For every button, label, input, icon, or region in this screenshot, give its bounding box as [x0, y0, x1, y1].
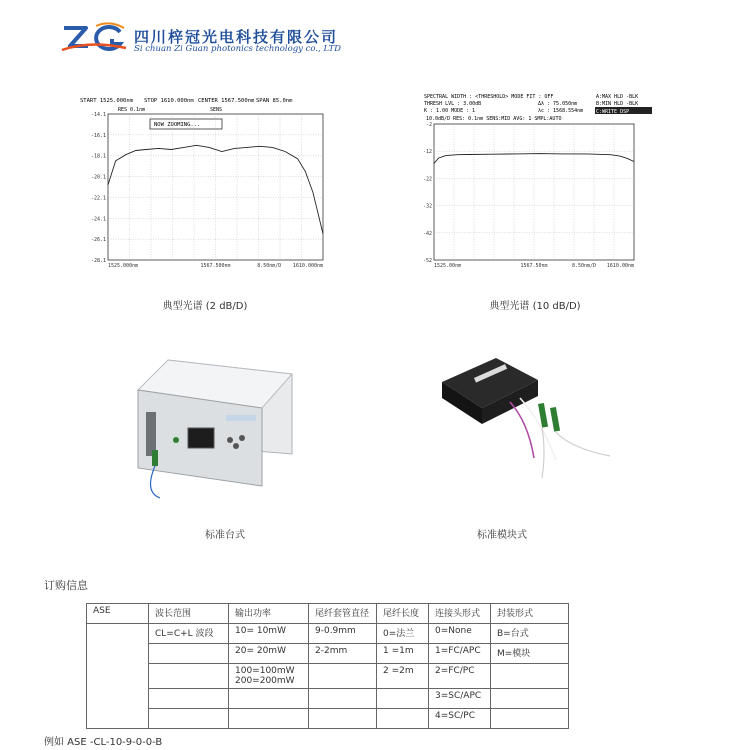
order-cell — [377, 689, 429, 709]
order-cell: 波长范围 — [149, 604, 229, 624]
hdr-sens: SENS — [210, 107, 223, 113]
order-cell: 尾纤套管直径 — [309, 604, 377, 624]
y-tick-label: -22 — [422, 176, 432, 183]
order-cell: 2-2mm — [309, 644, 377, 664]
x-tick-label: 1567.500nm — [200, 263, 231, 269]
order-cell: 20= 20mW — [229, 644, 309, 664]
order-cell — [491, 689, 569, 709]
y-tick-label: -2 — [425, 122, 432, 128]
order-example: 例如 ASE -CL-10-9-0-0-B — [44, 737, 163, 748]
company-logo — [60, 22, 128, 54]
spectrum-left-svg — [78, 94, 330, 270]
company-name-cn: 四川梓冠光电科技有限公司 — [134, 28, 339, 46]
order-cell — [229, 689, 309, 709]
y-tick-label: -52 — [422, 258, 432, 264]
order-cell: 1=FC/APC — [429, 644, 491, 664]
order-cell: 尾纤长度 — [377, 604, 429, 624]
y-tick-label: -42 — [422, 230, 432, 237]
order-cell — [309, 664, 377, 689]
order-info-title: 订购信息 — [44, 579, 88, 592]
order-cell: 9-0.9mm — [309, 624, 377, 644]
x-tick-label: 8.50nm/D — [257, 263, 282, 269]
order-cell — [309, 709, 377, 729]
caption-desktop: 标准台式 — [205, 530, 245, 541]
caption-module: 标准模块式 — [477, 530, 527, 541]
caption-spectrum-right: 典型光谱 (10 dB/D) — [489, 301, 581, 312]
x-tick-label: 1567.50nm — [520, 263, 548, 269]
order-cell: 0=None — [429, 624, 491, 644]
x-tick-label: 1525.000nm — [108, 263, 139, 269]
hdr-line2: THRESH LVL : 3.00dB — [424, 101, 482, 107]
order-cell — [309, 689, 377, 709]
y-tick-label: -28.1 — [90, 258, 106, 264]
hdr-stop: STOP 1610.000nm — [144, 98, 194, 104]
y-tick-label: -26.1 — [90, 237, 106, 244]
hdr-line3: K : 1.00 MODE : 1 — [424, 108, 476, 114]
hdr-res: RES 0.1nm — [118, 107, 146, 113]
company-name-en: Si chuan Zi Guan photonics technology co., LTD — [134, 44, 341, 54]
order-cell — [491, 664, 569, 689]
order-cell: M=模块 — [491, 644, 569, 664]
order-cell — [87, 624, 149, 729]
order-cell — [149, 644, 229, 664]
order-cell — [377, 709, 429, 729]
order-cell: 0=法兰 — [377, 624, 429, 644]
order-cell: ASE — [87, 604, 149, 624]
overlay-message: NOW ZOOMING... — [154, 122, 201, 128]
order-cell — [491, 709, 569, 729]
y-tick-label: -12 — [422, 149, 432, 156]
order-cell: 4=SC/PC — [429, 709, 491, 729]
order-table — [86, 603, 569, 729]
order-row — [87, 664, 569, 689]
order-cell: 输出功率 — [229, 604, 309, 624]
caption-spectrum-left: 典型光谱 (2 dB/D) — [162, 301, 248, 312]
order-cell — [149, 689, 229, 709]
row2: 10.0dB/D RES: 0.1nm SENS:MID AVG: 1 SMPL:AUTO — [426, 116, 562, 122]
order-row — [87, 644, 569, 664]
y-tick-label: -16.1 — [90, 132, 106, 139]
x-tick-label: 1610.00nm — [606, 263, 634, 269]
hdr-span: SPAN 85.0nm — [256, 98, 293, 104]
order-cell — [149, 709, 229, 729]
hdr-line1: SPECTRAL WIDTH : <THRESHOLD> MODE FIT : OFF — [424, 94, 554, 100]
y-tick-label: -32 — [422, 203, 432, 210]
order-cell: 2=FC/PC — [429, 664, 491, 689]
hdr-dl: Δλ : 75.050nm — [538, 101, 578, 107]
x-tick-label: 1525.00nm — [434, 263, 462, 269]
desktop-unit-image — [130, 352, 300, 502]
hdr-center: CENTER 1567.500nm — [198, 98, 255, 104]
order-row — [87, 689, 569, 709]
spectrum-chart-right — [420, 92, 654, 270]
y-tick-label: -18.1 — [90, 153, 106, 160]
y-tick-label: -22.1 — [90, 195, 106, 202]
order-cell: 3=SC/APC — [429, 689, 491, 709]
hdr-lc: λc : 1568.554nm — [538, 108, 584, 114]
order-cell: 1 =1m — [377, 644, 429, 664]
spectrum-chart-left — [78, 94, 330, 270]
module-unit-image — [438, 352, 618, 482]
order-cell — [149, 664, 229, 689]
spectrum-right-svg — [420, 92, 654, 270]
order-cell: CL=C+L 波段 — [149, 624, 229, 644]
hdr-start: START 1525.000nm — [80, 98, 133, 104]
order-cell: 封装形式 — [491, 604, 569, 624]
side-b: B:MIN HLD -BLK — [596, 101, 639, 107]
y-tick-label: -14.1 — [90, 112, 106, 118]
order-cell: B=台式 — [491, 624, 569, 644]
order-row — [87, 604, 569, 624]
order-cell — [229, 709, 309, 729]
x-tick-label: 8.50nm/D — [571, 263, 597, 269]
side-a: A:MAX HLD -BLK — [596, 94, 639, 100]
order-row — [87, 624, 569, 644]
y-tick-label: -20.1 — [90, 174, 106, 181]
order-cell: 连接头形式 — [429, 604, 491, 624]
x-tick-label: 1610.000nm — [292, 263, 323, 269]
y-tick-label: -24.1 — [90, 216, 106, 223]
order-cell: 10= 10mW — [229, 624, 309, 644]
order-cell: 100=100mW 200=200mW — [229, 664, 309, 689]
side-c: C:WRITE DSP — [596, 109, 630, 115]
order-cell: 2 =2m — [377, 664, 429, 689]
order-row — [87, 709, 569, 729]
